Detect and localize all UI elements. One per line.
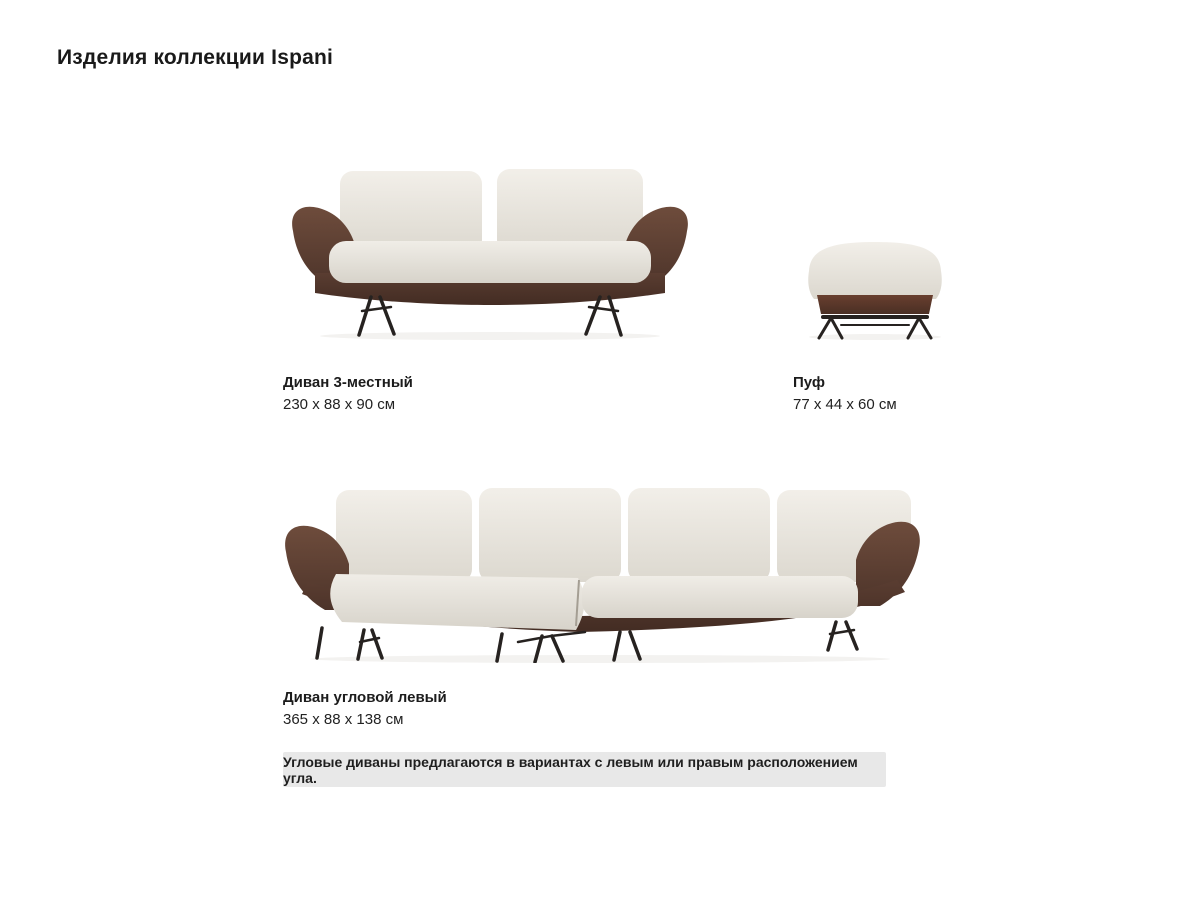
sofa-3-seat-illustration — [285, 165, 695, 340]
product-name: Пуф — [793, 374, 826, 391]
product-dimensions: 365 x 88 x 138 см — [283, 711, 404, 728]
pouf-leather-band — [817, 295, 933, 314]
pouf-illustration — [795, 235, 955, 340]
seat-cushion — [329, 241, 651, 283]
corner-sofa-illustration — [280, 478, 925, 663]
sofa-3-seat-image — [285, 165, 695, 340]
product-label-corner-sofa — [283, 687, 447, 731]
corner-options-note — [283, 752, 886, 787]
floor-shadow — [809, 334, 941, 340]
product-name: Диван угловой левый — [283, 689, 447, 706]
pouf-image — [795, 235, 955, 340]
floor-shadow — [320, 332, 660, 340]
corner-options-note-text: Угловые диваны предлагаются в вариантах с левым или правым расположением угла. — [283, 753, 858, 786]
product-label-sofa-3-seat — [283, 372, 413, 416]
back-cushions — [336, 488, 911, 582]
floor-shadow — [310, 655, 890, 663]
pouf-cushion — [808, 242, 942, 299]
product-dimensions: 77 x 44 x 60 см — [793, 396, 897, 413]
product-name: Диван 3-местный — [283, 374, 413, 391]
page-title: Изделия коллекции Ispani — [57, 46, 334, 69]
back-cushions — [340, 169, 643, 253]
product-dimensions: 230 x 88 x 90 см — [283, 396, 396, 413]
corner-sofa-image — [280, 478, 925, 663]
product-label-pouf — [793, 372, 897, 416]
